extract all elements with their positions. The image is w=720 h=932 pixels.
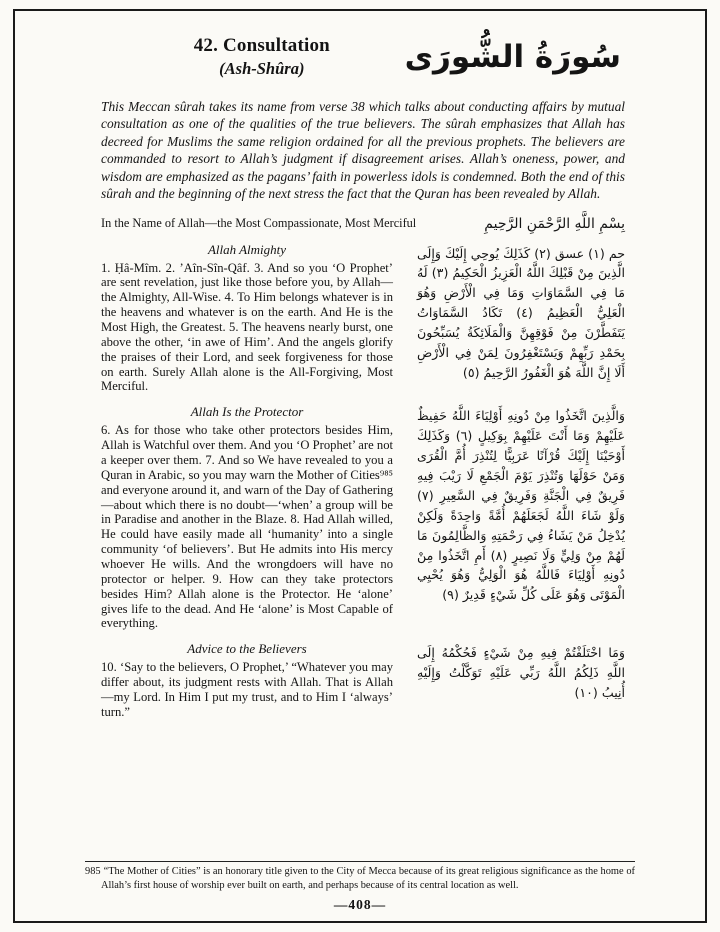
english-column (101, 240, 393, 395)
verse-translation: 6. As for those who take other protectors besides Him, Allah is Watchful over them. And you ‘O Prophet’ are not a keeper over them. 7. And so We have revealed to you a Quran in Arabic, so you may warn the Mother of Cities⁹⁸⁵ and everyone around it, and warn of the Day of Gathering—about which there is no doubt—‘when’ a group will be in Paradise and another in the Blaze. 8. Had Allah willed, He could have easily made all ‘humanity’ into a single community ‘of believers’. But He admits into His mercy whoever He wills. And the wrongdoers will have no protector or helper. 9. How can they take protectors besides Him? Allah alone is the Protector. He ‘alone’ gives life to the dead. And He ‘alone’ is Most Capable of everything. (101, 423, 393, 631)
page-content (15, 11, 705, 861)
section-heading: Allah Is the Protector (190, 404, 304, 420)
footnote-text: “The Mother of Cities” is an honorary title given to the City of Mecca because of its great religious significance as the home of Allah’s first house of worship ever built on earth, and perhaps because of its central location as well. (101, 866, 635, 891)
bismillah-row (101, 216, 625, 232)
surah-title-block (101, 35, 405, 79)
verse-arabic: وَمَا اخْتَلَفْتُمْ فِيهِ مِنْ شَيْءٍ فَحُكْمُهُ إِلَى اللَّهِ ذَلِكُمُ اللَّهُ رَبِّي عَلَيْهِ تَوَكَّلْتُ وَإِلَيْهِ أُنِيبُ (١٠) (417, 645, 625, 701)
section-allah-is-the-protector (101, 402, 625, 631)
footnote (85, 865, 635, 892)
section-allah-almighty (101, 240, 625, 395)
surah-header (101, 35, 625, 79)
section-heading: Allah Almighty (207, 241, 287, 257)
bismillah-english: In the Name of Allah—the Most Compassionate, Most Merciful (101, 216, 417, 231)
surah-subtitle: (Ash-Shûra) (219, 59, 305, 78)
english-column (101, 402, 393, 631)
page-footer (15, 861, 705, 921)
bismillah-arabic: بِسْمِ اللَّهِ الرَّحْمَنِ الرَّحِيمِ (484, 215, 625, 232)
page-number: —408— (333, 897, 387, 912)
surah-title-arabic: سُورَةُ الشُّورَى (404, 38, 621, 75)
verse-translation: 10. ‘Say to the believers, O Prophet,’ “Whatever you may differ about, its judgment rests with Allah. That is Allah—my Lord. In Him I put my trust, and to Him I ‘always’ turn.” (101, 660, 393, 719)
footnote-divider (85, 861, 635, 862)
surah-title: 42. Consultation (193, 35, 330, 56)
footnote-number: 985 (85, 866, 101, 878)
section-heading: Advice to the Believers (187, 641, 307, 657)
section-advice-to-the-believers (101, 639, 625, 719)
page-frame (13, 9, 707, 923)
english-column (101, 639, 393, 719)
verse-arabic: حم (١) عسق (٢) كَذَلِكَ يُوحِي إِلَيْكَ وَإِلَى الَّذِينَ مِنْ قَبْلِكَ اللَّهُ الْعَزِيزُ الْحَكِيمُ (٣) لَهُ مَا فِي السَّمَاوَاتِ وَمَا فِي الْأَرْضِ وَهُوَ الْعَلِيُّ الْعَظِيمُ (٤) تَكَادُ السَّمَاوَاتُ يَتَفَطَّرْنَ مِنْ فَوْقِهِنَّ وَالْمَلَائِكَةُ يُسَبِّحُونَ بِحَمْدِ رَبِّهِمْ وَيَسْتَغْفِرُونَ لِمَنْ فِي الْأَرْضِ أَلَا إِنَّ اللَّهَ هُوَ الْغَفُورُ الرَّحِيمُ (٥) (417, 245, 626, 380)
surah-introduction: This Meccan sûrah takes its name from verse 38 which talks about conducting affairs by mutual consultation as one of the qualities of the true believers. The sûrah emphasizes that Allah has decreed for Muslims the same religion ordained for all the previous prophets. The believers are commanded to resort to Allah’s judgment if disagreement arises. Allah’s oneness, power, and wisdom are emphasized as the pagans’ faith in powerless idols is condemned. Both the end of this sûrah and the beginning of the next stress the fact that the Quran has been revealed by Allah. (101, 99, 625, 202)
verse-arabic: وَالَّذِينَ اتَّخَذُوا مِنْ دُونِهِ أَوْلِيَاءَ اللَّهُ حَفِيظٌ عَلَيْهِمْ وَمَا أَنْتَ عَلَيْهِمْ بِوَكِيلٍ (٦) وَكَذَلِكَ أَوْحَيْنَا إِلَيْكَ قُرْآنًا عَرَبِيًّا لِتُنْذِرَ أُمَّ الْقُرَى وَمَنْ حَوْلَهَا وَتُنْذِرَ يَوْمَ الْجَمْعِ لَا رَيْبَ فِيهِ فَرِيقٌ فِي الْجَنَّةِ وَفَرِيقٌ فِي السَّعِيرِ (٧) وَلَوْ شَاءَ اللَّهُ لَجَعَلَهُمْ أُمَّةً وَاحِدَةً وَلَكِنْ يُدْخِلُ مَنْ يَشَاءُ فِي رَحْمَتِهِ وَالظَّالِمُونَ مَا لَهُمْ مِنْ وَلِيٍّ وَلَا نَصِيرٍ (٨) أَمِ اتَّخَذُوا مِنْ دُونِهِ أَوْلِيَاءَ فَاللَّهُ هُوَ الْوَلِيُّ وَهُوَ يُحْيِي الْمَوْتَى وَهُوَ عَلَى كُلِّ شَيْءٍ قَدِيرٌ (٩) (417, 408, 626, 603)
verse-translation: 1. Ḥâ-Mîm. 2. ’Aîn-Sîn-Qâf. 3. And so you ‘O Prophet’ are sent revelation, just like those before you, by Allah—the Almighty, All-Wise. 4. To Him belongs whatever is in the heavens and whatever is on the earth. And He is the Most High, the Greatest. 5. The heavens nearly burst, one above the other, ‘in awe of Him’. And the angels glorify the praises of their Lord, and seek forgiveness for those on earth. Surely Allah alone is the All-Forgiving, Most Merciful. (101, 260, 393, 394)
